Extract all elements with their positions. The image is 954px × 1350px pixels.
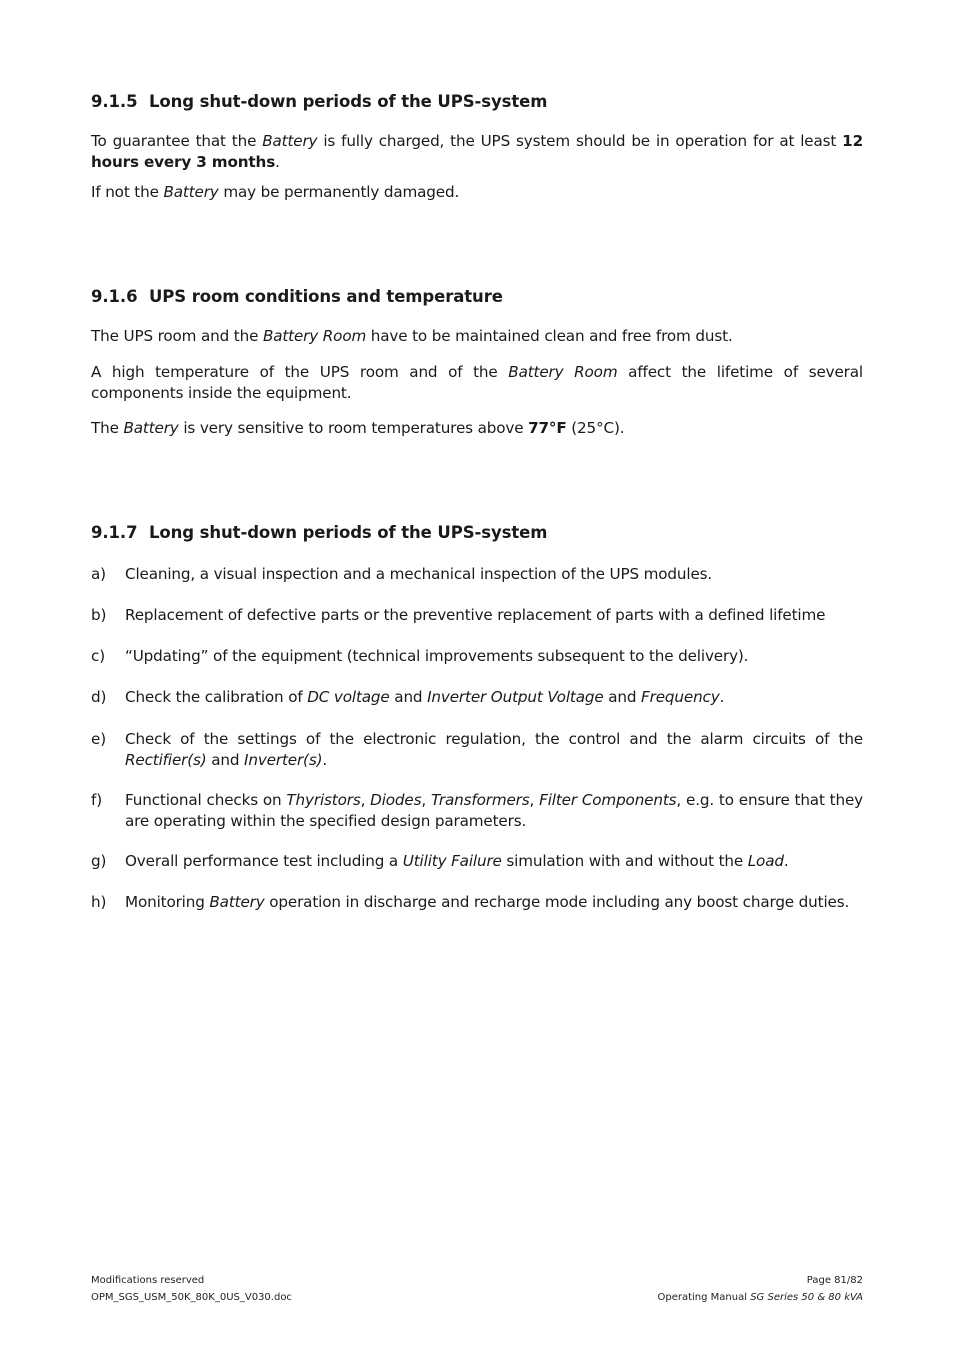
text-bold: 77°F: [528, 419, 567, 437]
text: “Updating” of the equipment (technical improvements subsequent to the delivery).: [125, 647, 749, 665]
text: and: [603, 688, 642, 706]
text-italic: Frequency: [641, 688, 720, 706]
text-italic: Battery: [262, 132, 318, 150]
text: affect the lifetime of several components inside the equipment.: [91, 363, 864, 402]
section-9-1-6: [91, 286, 863, 308]
text: ,: [421, 791, 431, 809]
text-italic: Battery: [123, 419, 179, 437]
list-marker: c): [91, 647, 105, 665]
text-italic: Battery: [163, 183, 219, 201]
text-italic: Thyristors: [286, 791, 361, 809]
list-marker: d): [91, 688, 107, 706]
text-bold: 12 hours every 3 months: [91, 132, 864, 171]
text: Check of the settings of the electronic regulation, the control and the alarm circuits of the: [125, 730, 863, 748]
text: Check the calibration of: [125, 688, 308, 706]
section-heading: [91, 91, 863, 113]
list-item: [91, 892, 863, 913]
list-marker: g): [91, 852, 107, 870]
text: is very sensitive to room temperatures above: [178, 419, 529, 437]
text: Functional checks on: [125, 791, 287, 809]
text-italic: Diodes: [370, 791, 422, 809]
section-number: 9.1.5: [91, 92, 138, 111]
list-item: [91, 729, 863, 771]
list-item: [91, 646, 863, 667]
list-item: [91, 790, 863, 832]
text: If not the: [91, 183, 164, 201]
text: Operating Manual: [657, 1292, 751, 1303]
text-italic: Inverter(s): [244, 751, 323, 769]
footer-manual-title: [658, 1290, 864, 1306]
section-heading: [91, 286, 863, 308]
text: A high temperature of the UPS room and of the: [91, 363, 509, 381]
text-italic: Filter Components: [539, 791, 677, 809]
section-title: UPS room conditions and temperature: [149, 287, 503, 306]
text: To guarantee that the: [91, 132, 263, 150]
list-marker: f): [91, 791, 102, 809]
text-italic: Battery Room: [262, 327, 367, 345]
text: ,: [529, 791, 540, 809]
paragraph: [91, 362, 863, 404]
text: (25°C).: [566, 419, 625, 437]
text: , e.g. to ensure that they are operating within the specified design parameters.: [125, 791, 863, 830]
list-marker: h): [91, 893, 107, 911]
text: is fully charged, the UPS system should be in operation for at least: [317, 132, 843, 150]
text: have to be maintained clean and free from dust.: [366, 327, 733, 345]
text: The: [91, 419, 124, 437]
list-item: [91, 851, 863, 872]
section-number: 9.1.6: [91, 287, 138, 306]
section-number: 9.1.7: [91, 523, 138, 542]
paragraph: [91, 131, 863, 173]
section-title: Long shut-down periods of the UPS-system: [149, 92, 548, 111]
text-italic: Transformers: [430, 791, 530, 809]
list-marker: e): [91, 730, 106, 748]
list-item: [91, 605, 863, 626]
text: may be permanently damaged.: [218, 183, 460, 201]
text-italic: Utility Failure: [402, 852, 502, 870]
list-item: [91, 687, 863, 708]
section-9-1-7: [91, 522, 863, 544]
text: .: [783, 852, 789, 870]
text-italic: Battery Room: [508, 363, 618, 381]
list-marker: b): [91, 606, 107, 624]
text: operation in discharge and recharge mode including any boost charge duties.: [264, 893, 850, 911]
text-italic: DC voltage: [307, 688, 390, 706]
text: Cleaning, a visual inspection and a mechanical inspection of the UPS modules.: [125, 565, 713, 583]
footer-document-filename: OPM_SGS_USM_50K_80K_0US_V030.doc: [91, 1292, 292, 1303]
footer-modifications: Modifications reserved: [91, 1275, 205, 1286]
text: .: [719, 688, 725, 706]
list-marker: a): [91, 565, 106, 583]
section-heading: [91, 522, 863, 544]
paragraph: [91, 418, 863, 439]
text-italic: Battery: [209, 893, 265, 911]
text: and: [206, 751, 245, 769]
text-italic: Load: [747, 852, 784, 870]
footer-page-number: Page 81/82: [806, 1275, 863, 1286]
text: and: [389, 688, 428, 706]
text: Monitoring: [125, 893, 210, 911]
text: ,: [360, 791, 371, 809]
list-item: [91, 564, 863, 585]
text: .: [275, 153, 280, 171]
text: The UPS room and the: [91, 327, 263, 345]
text: Overall performance test including a: [125, 852, 403, 870]
text: .: [322, 751, 328, 769]
section-9-1-5: [91, 91, 863, 113]
text: simulation with and without the: [501, 852, 748, 870]
paragraph: [91, 182, 863, 203]
paragraph: [91, 326, 863, 347]
section-title: Long shut-down periods of the UPS-system: [149, 523, 548, 542]
text: Replacement of defective parts or the preventive replacement of parts with a defined lifetime: [125, 606, 826, 624]
text-italic: Rectifier(s): [125, 751, 207, 769]
text-italic: Inverter Output Voltage: [427, 688, 604, 706]
text-italic: SG Series 50 & 80 kVA: [750, 1292, 863, 1303]
